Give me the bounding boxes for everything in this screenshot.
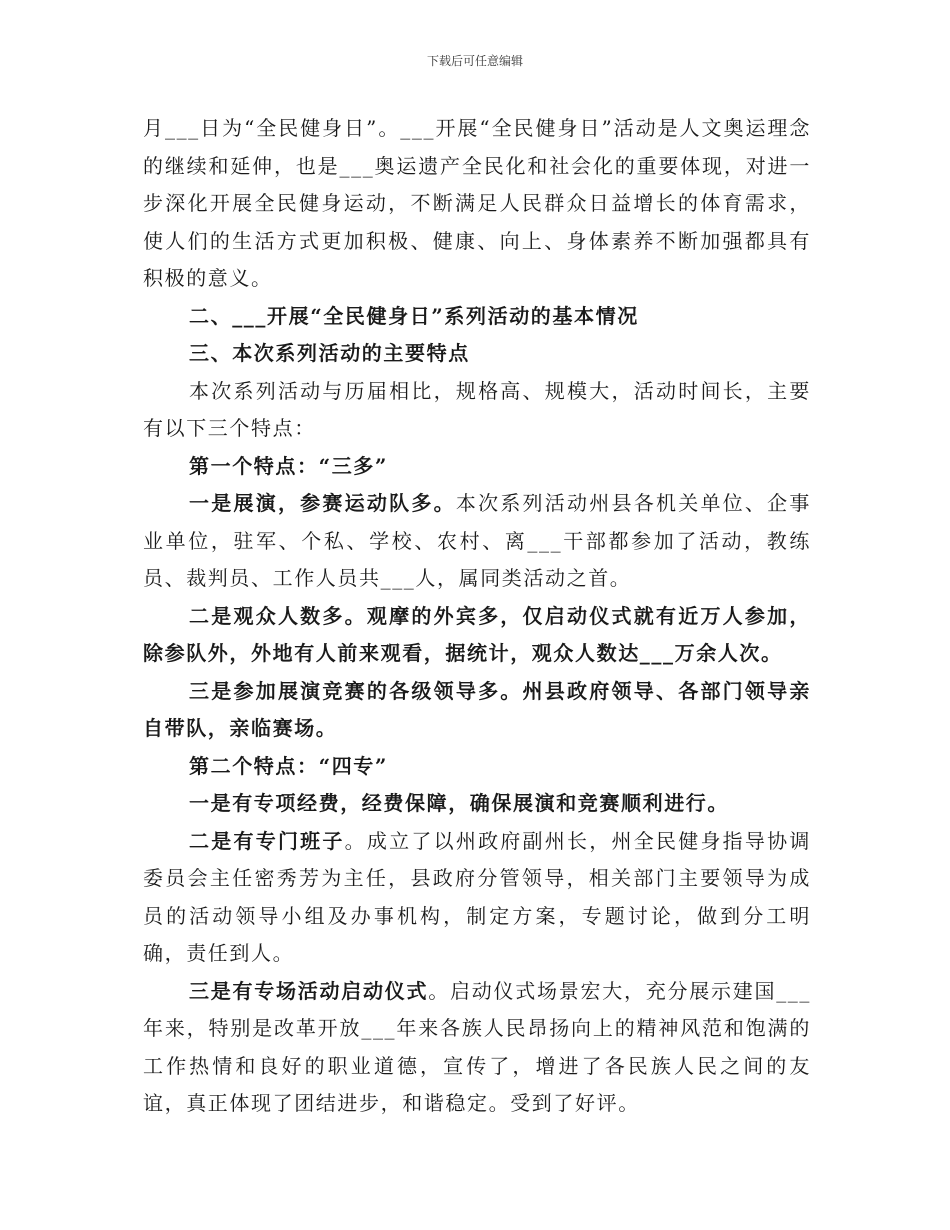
section-heading-3: 三、本次系列活动的主要特点 <box>189 341 470 365</box>
paragraph-intro: 月___日为“全民健身日”。___开展“全民健身日”活动是人文奥运理念的继续和延伸，也是___奥运遗产全民化和社会化的重要体现，对进一步深化开展全民健身运动，不断满足人民群众日益增长的体育需求，使人们的生活方式更加积极、健康、向上、身体素养不断加强都具有积极的意义。 <box>143 116 811 290</box>
paragraph-text: 。启动仪式场景宏大，充分展示建国___年来，特别是改革开放___年来各族人民昂扬向上的精神风范和饱满的工作热情和良好的职业道德，宣传了，增进了各民族人民之间的友谊，真正体现了团结进步，和谐稳定。受到了好评。 <box>143 978 811 1115</box>
paragraph-feature-1-3: 三是参加展演竞赛的各级领导多。州县政府领导、各部门领导亲自带队，亲临赛场。 <box>143 678 811 740</box>
paragraph-text: 本次系列活动州县各机关单位、企事业单位，驻军、个私、学校、农村、离___干部都参加了活动，教练员、裁判员、工作人员共___人，属同类活动之首。 <box>143 491 811 590</box>
paragraph-lead: 一是展演，参赛运动队多。 <box>189 491 456 515</box>
paragraph-feature-1-2: 二是观众人数多。观摩的外宾多，仅启动仪式就有近万人参加，除参队外，外地有人前来观看，据统计，观众人数达___万余人次。 <box>143 603 811 665</box>
paragraph-feature-2-1: 一是有专项经费，经费保障，确保展演和竞赛顺利进行。 <box>189 791 729 815</box>
page-header: 下载后可任意编辑 <box>426 54 523 68</box>
paragraph-features-intro: 本次系列活动与历届相比，规格高、规模大，活动时间长，主要有以下三个特点： <box>143 378 811 440</box>
paragraph-feature-2-3 <box>143 973 811 1123</box>
paragraph-lead: 三是有专场活动启动仪式 <box>189 978 429 1003</box>
feature-heading-1: 第一个特点：“三多” <box>189 453 389 478</box>
section-heading-2: 二、___开展“全民健身日”系列活动的基本情况 <box>189 303 639 328</box>
paragraph-lead: 二是有专门班子 <box>189 828 345 853</box>
paragraph-text: 。成立了以州政府副州长，州全民健身指导协调委员会主任密秀芳为主任，县政府分管领导，相关部门主要领导为成员的活动领导小组及办事机构，制定方案，专题讨论，做到分工明确，责任到人。 <box>143 828 811 965</box>
paragraph-feature-2-2 <box>143 823 811 973</box>
document-body <box>143 110 811 1123</box>
feature-heading-2: 第二个特点：“四专” <box>189 753 389 778</box>
paragraph-feature-1-1 <box>143 485 811 598</box>
